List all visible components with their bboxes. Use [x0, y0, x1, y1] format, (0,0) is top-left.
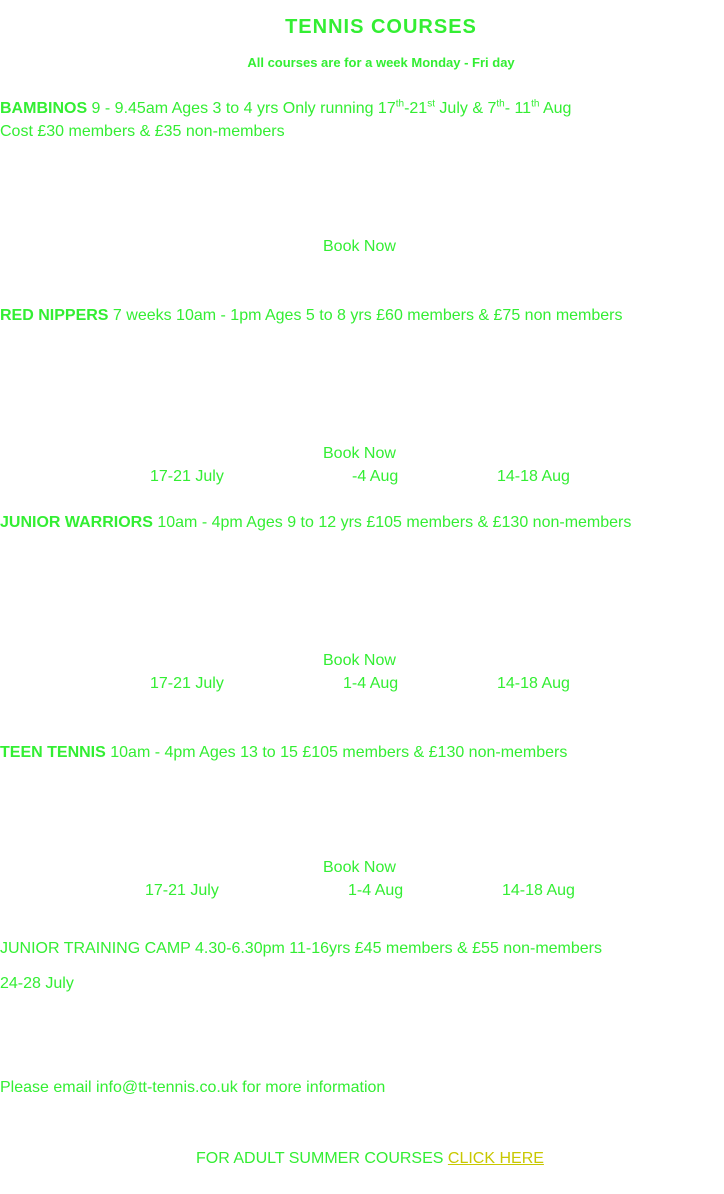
teen-tennis-name: TEEN TENNIS: [0, 744, 106, 761]
adult-courses-text: FOR ADULT SUMMER COURSES: [196, 1150, 448, 1167]
bambinos-desc-b: -21: [404, 100, 428, 117]
red-nippers-date-1[interactable]: 17-21 July: [150, 468, 224, 485]
red-nippers-date-2[interactable]: -4 Aug: [352, 468, 399, 485]
junior-warriors-description: [0, 514, 631, 532]
bambinos-sup-c: th: [496, 98, 505, 110]
red-nippers-description: [0, 307, 623, 325]
red-nippers-name: RED NIPPERS: [0, 307, 109, 324]
teen-tennis-description: [0, 744, 567, 762]
junior-warriors-date-3[interactable]: 14-18 Aug: [497, 675, 570, 692]
bambinos-desc-c: July & 7: [434, 100, 497, 117]
red-nippers-desc: 7 weeks 10am - 1pm Ages 5 to 8 yrs £60 members & £75 non members: [108, 307, 623, 324]
junior-warriors-date-2[interactable]: 1-4 Aug: [343, 675, 399, 692]
bambinos-sup-b: st: [427, 98, 435, 110]
junior-training-camp-description: JUNIOR TRAINING CAMP 4.30-6.30pm 11-16yrs £45 members & £55 non-members: [0, 940, 602, 957]
junior-warriors-desc: 10am - 4pm Ages 9 to 12 yrs £105 members & £130 non-members: [152, 514, 632, 531]
page-subtitle: All courses are for a week Monday - Fri day: [247, 55, 515, 70]
junior-warriors-book-now-button[interactable]: Book Now: [323, 652, 396, 669]
red-nippers-book-now-button[interactable]: Book Now: [323, 445, 396, 462]
teen-tennis-date-1[interactable]: 17-21 July: [145, 882, 219, 899]
bambinos-book-now-button[interactable]: Book Now: [323, 238, 396, 255]
bambinos-description: [0, 100, 571, 118]
teen-tennis-date-2[interactable]: 1-4 Aug: [348, 882, 404, 899]
bambinos-name: BAMBINOS: [0, 100, 88, 117]
teen-tennis-date-3[interactable]: 14-18 Aug: [502, 882, 575, 899]
page-title: TENNIS COURSES: [285, 16, 477, 38]
bambinos-desc-e: Aug: [539, 100, 572, 117]
red-nippers-date-3[interactable]: 14-18 Aug: [497, 468, 570, 485]
bambinos-desc-d: - 11: [504, 100, 532, 117]
bambinos-desc-a: 9 - 9.45am Ages 3 to 4 yrs Only running 17: [87, 100, 396, 117]
junior-warriors-name: JUNIOR WARRIORS: [0, 514, 153, 531]
adult-courses-line: [196, 1150, 544, 1168]
junior-warriors-date-1[interactable]: 17-21 July: [150, 675, 224, 692]
teen-tennis-desc: 10am - 4pm Ages 13 to 15 £105 members & £130 non-members: [105, 744, 568, 761]
bambinos-sup-d: th: [531, 98, 540, 110]
bambinos-sup-a: th: [395, 98, 405, 110]
teen-tennis-book-now-button[interactable]: Book Now: [323, 859, 396, 876]
junior-training-camp-dates: 24-28 July: [0, 975, 74, 992]
contact-email-text: Please email info@tt-tennis.co.uk for more information: [0, 1079, 386, 1096]
bambinos-cost: Cost £30 members & £35 non-members: [0, 123, 285, 140]
click-here-link[interactable]: CLICK HERE: [447, 1150, 544, 1167]
